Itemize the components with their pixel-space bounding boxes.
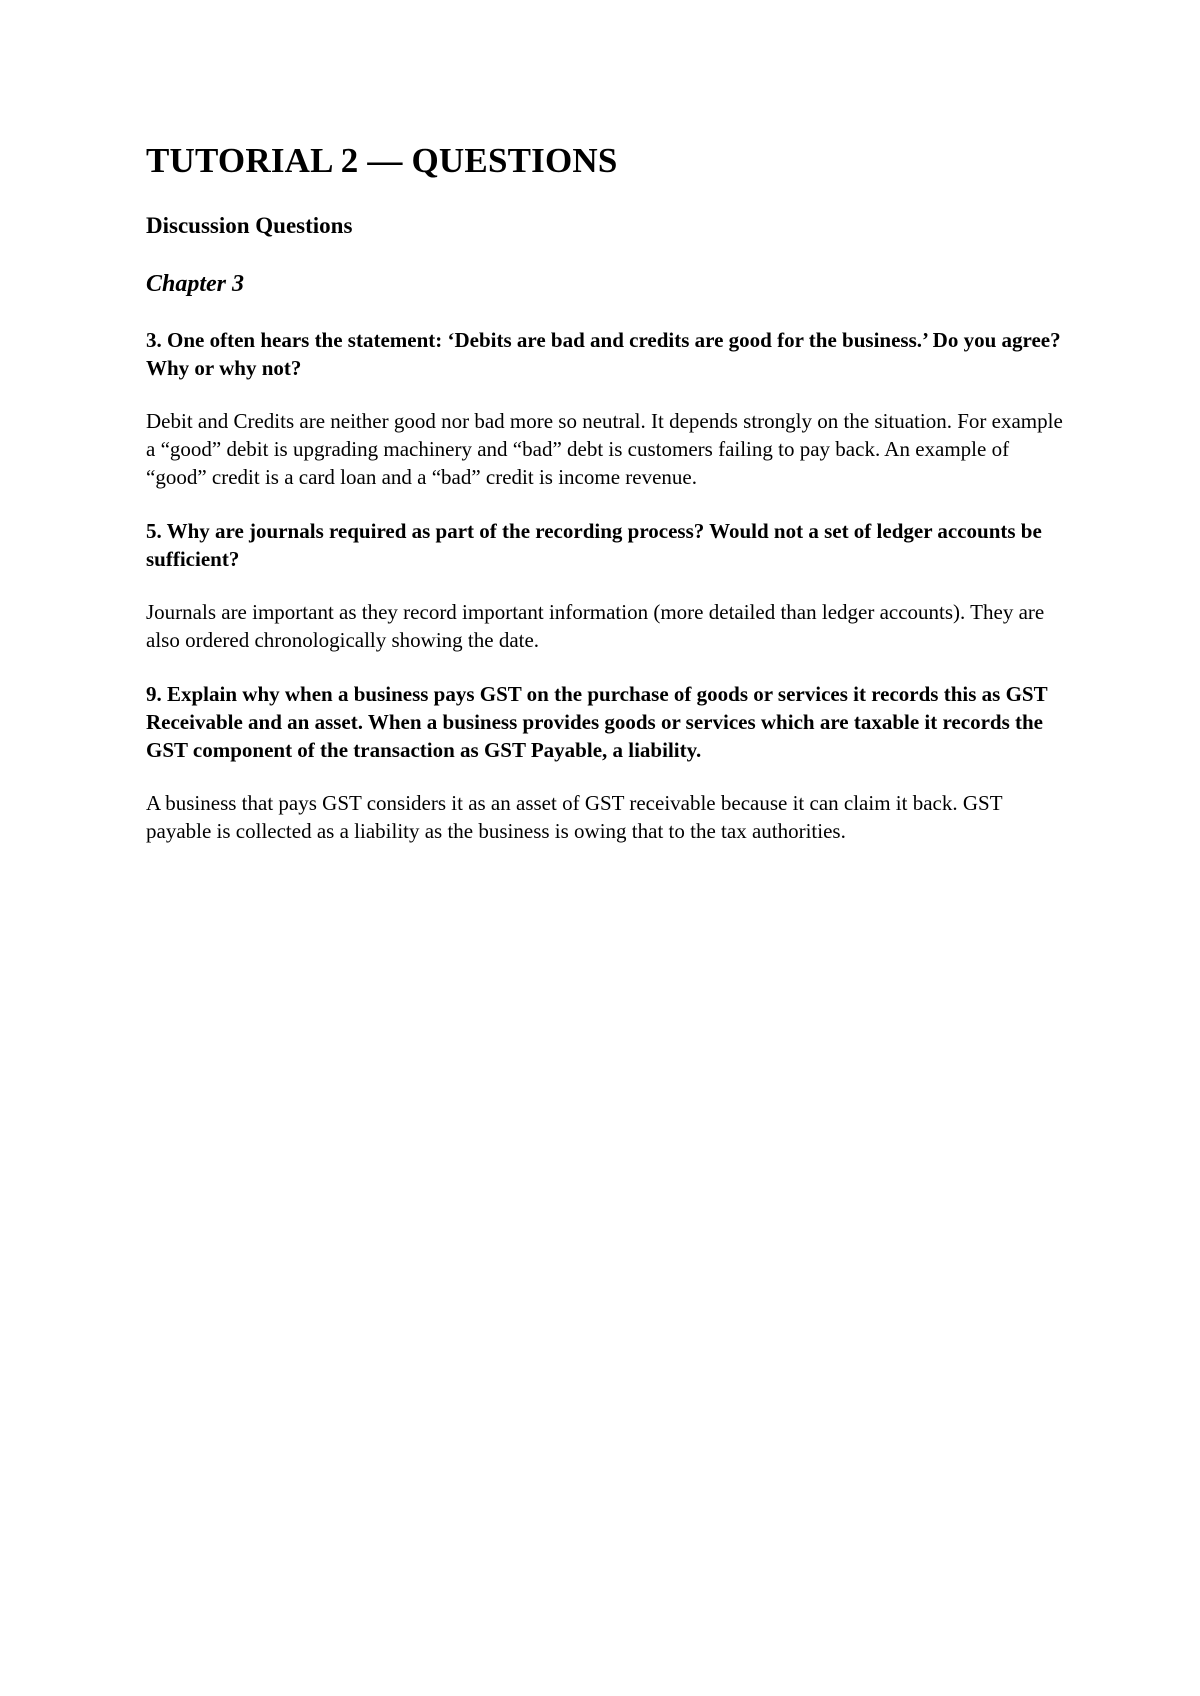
answer-text: A business that pays GST considers it as an asset of GST receivable because it can claim it back. GST payable is collected as a liability as the business is owing that to the tax authorities. <box>146 791 1003 844</box>
answer-text: Journals are important as they record important information (more detailed than ledger accounts). They are also ordered chronologically showing the date. <box>146 600 1045 653</box>
chapter-heading: Chapter 3 <box>146 270 245 297</box>
question-text: 3. One often hears the statement: ‘Debits are bad and credits are good for the business.’ Do you agree? Why or why not? <box>146 328 1061 381</box>
document-page <box>146 140 1066 871</box>
question-text: 5. Why are journals required as part of the recording process? Would not a set of ledger accounts be sufficient? <box>146 519 1042 572</box>
question-block <box>146 326 1066 491</box>
question-block <box>146 680 1066 845</box>
question-text: 9. Explain why when a business pays GST on the purchase of goods or services it records this as GST Receivable and an asset. When a business provides goods or services which are taxable it records the GST component of the transaction as GST Payable, a liability. <box>146 682 1048 763</box>
answer-text: Debit and Credits are neither good nor bad more so neutral. It depends strongly on the situation. For example a “good” debit is upgrading machinery and “bad” debt is customers failing to pay back. An example of “good” credit is a card loan and a “bad” credit is income revenue. <box>146 409 1063 490</box>
question-block <box>146 517 1066 654</box>
section-heading: Discussion Questions <box>146 213 353 238</box>
page-title: TUTORIAL 2 — QUESTIONS <box>146 141 618 180</box>
